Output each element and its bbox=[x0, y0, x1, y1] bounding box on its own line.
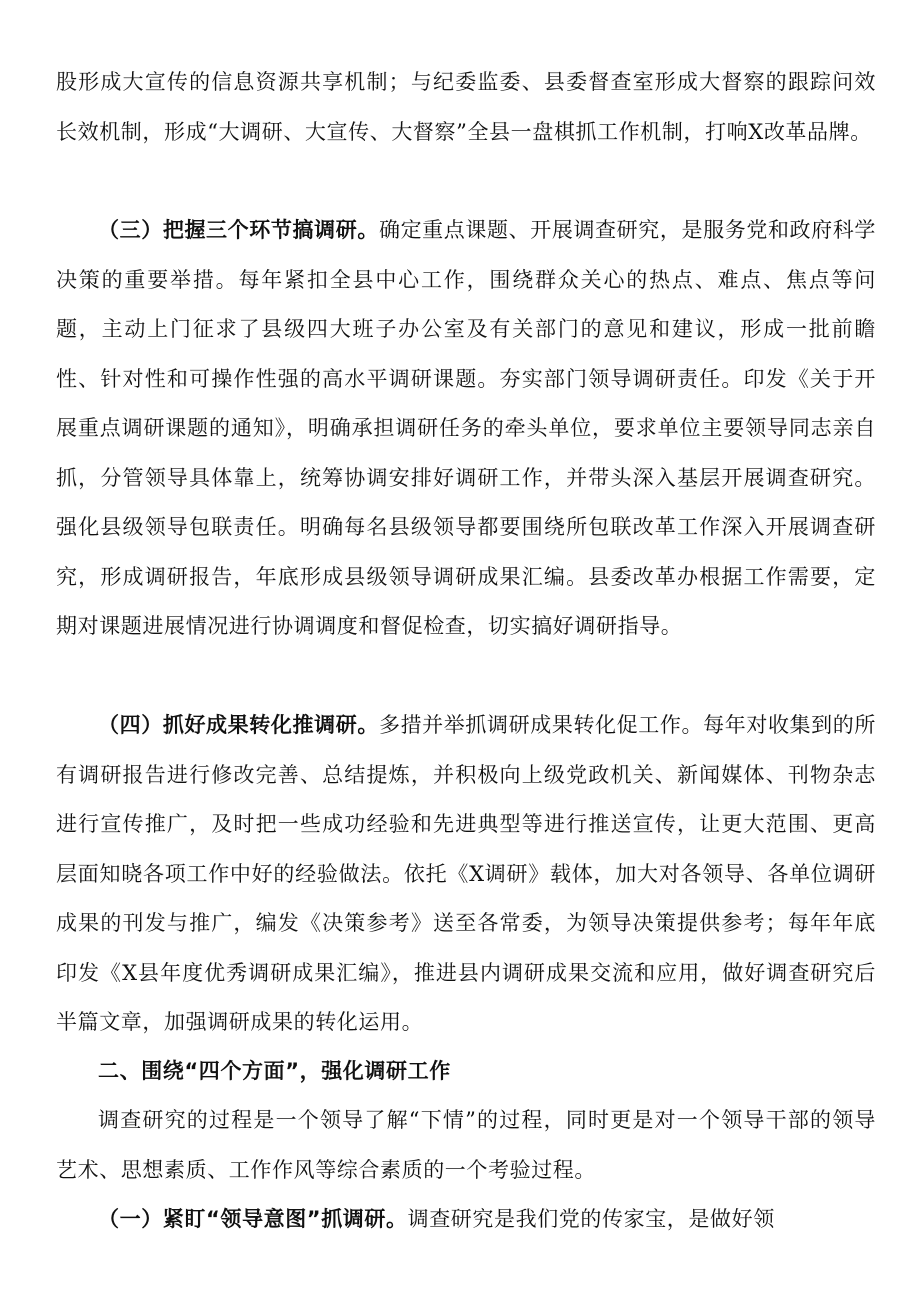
section-heading-two: 二、围绕“四个方面”，强化调研工作 bbox=[98, 1059, 451, 1083]
section-lead-three: （三）把握三个环节搞调研。 bbox=[98, 218, 379, 242]
paragraph-text: 确定重点课题、开展调查研究，是服务党和政府科学决策的重要举措。每年紧扣全县中心工作，围绕群众关心的热点、难点、焦点等问题，主动上门征求了县级四大班子办公室及有关部门的意见和建议，形成一批前瞻性、针对性和可操作性强的高水平调研课题。夯实部门领导调研责任。印发《关于开展重点调研课题的通知》，明确承担调研任务的牵头单位，要求单位主要领导同志亲自抓，分管领导具体靠上，统筹协调安排好调研工作，并带头深入基层开展调查研究。强化县级领导包联责任。明确每名县级领导都要围绕所包联改革工作深入开展调查研究，形成调研报告，年底形成县级领导调研成果汇编。县委改革办根据工作需要，定期对课题进展情况进行协调调度和督促检查，切实搞好调研指导。 bbox=[56, 218, 876, 638]
section-lead-four: （四）抓好成果转化推调研。 bbox=[98, 713, 379, 737]
paragraph-three-links bbox=[56, 206, 876, 652]
paragraph-text: 股形成大宣传的信息资源共享机制；与纪委监委、县委督查室形成大督察的跟踪问效长效机制，形成“大调研、大宣传、大督察”全县一盘棋抓工作机制，打响X改革品牌。 bbox=[56, 70, 876, 144]
paragraph-text: 调查研究的过程是一个领导了解“下情”的过程，同时更是对一个领导干部的领导艺术、思想素质、工作作风等综合素质的一个考验过程。 bbox=[56, 1108, 876, 1182]
paragraph-research-process bbox=[56, 1096, 876, 1195]
section-lead-one: （一）紧盯“领导意图”抓调研。 bbox=[98, 1207, 408, 1231]
paragraph-resource-sharing bbox=[56, 58, 876, 157]
paragraph-text: 多措并举抓调研成果转化促工作。每年对收集到的所有调研报告进行修改完善、总结提炼，并积极向上级党政机关、新闻媒体、刊物杂志进行宣传推广，及时把一些成功经验和先进典型等进行推送宣传，让更大范围、更高层面知晓各项工作中好的经验做法。依托《X调研》载体，加大对各领导、各单位调研成果的刊发与推广，编发《决策参考》送至各常委，为领导决策提供参考；每年年底印发《X县年度优秀调研成果汇编》，推进县内调研成果交流和应用，做好调查研究后半篇文章，加强调研成果的转化运用。 bbox=[56, 713, 876, 1034]
paragraph-results-conversion bbox=[56, 701, 876, 1048]
paragraph-text: 调查研究是我们党的传家宝，是做好领 bbox=[407, 1207, 775, 1231]
paragraph-leadership-intent bbox=[56, 1195, 876, 1245]
